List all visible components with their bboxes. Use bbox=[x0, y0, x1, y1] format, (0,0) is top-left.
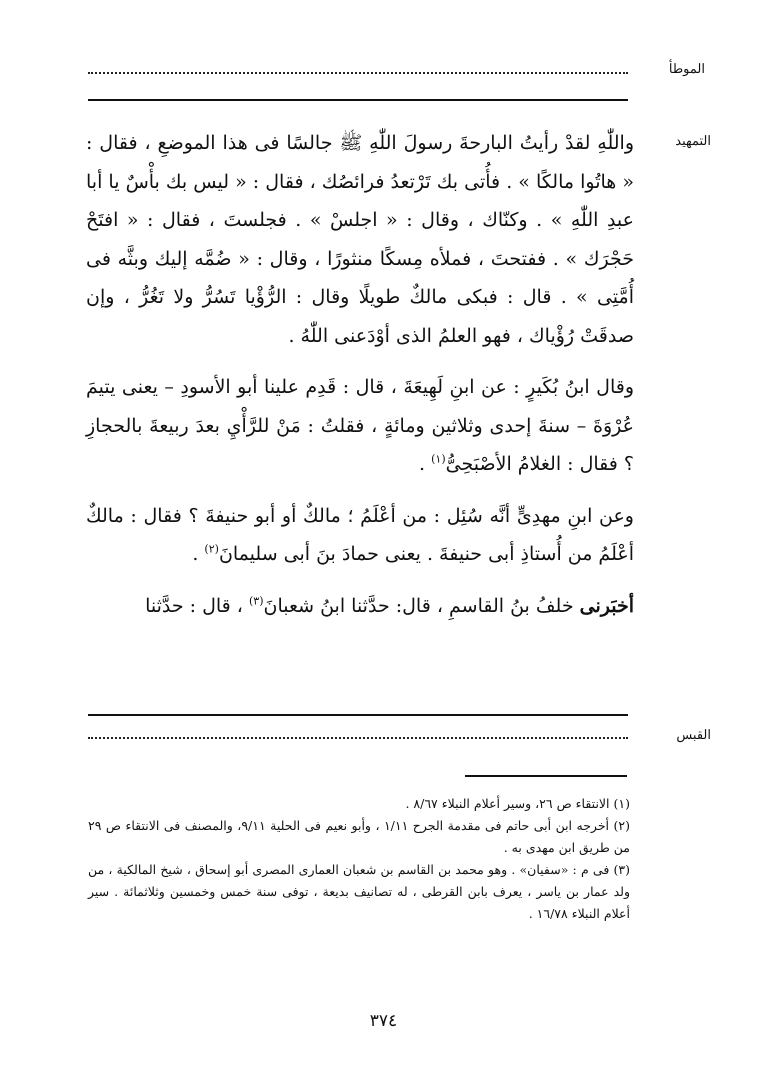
qabas-solid-rule bbox=[88, 714, 628, 716]
footnote-3: (٣) فى م : «سفيان» . وهو محمد بن القاسم بن شعبان العمارى المصرى أبو إسحاق ، شيخ المالكية ، من ولد عمار بن ياسر ، يعرف بابن القرطى ، له تصانيف بديعة ، توفى سنة خمس وخمسين وثلاثمائة . سير أعلام النبلاء ١٦/٧٨ . bbox=[88, 862, 630, 921]
qabas-dotted-rule bbox=[88, 737, 628, 739]
running-title: الموطأ bbox=[668, 62, 705, 77]
section-label-qabas: القبس bbox=[676, 728, 711, 743]
paragraph-4-lead: أخبَرنى bbox=[579, 594, 634, 617]
paragraph-3 bbox=[86, 497, 634, 574]
footnote-ref-2: (٢) bbox=[204, 542, 219, 556]
footnote-2: (٢) أخرجه ابن أبى حاتم فى مقدمة الجرح ١/١١ ، وأبو نعيم فى الحلية ٩/١١، والمصنف فى الانتقاء ص ٢٩ من طريق ابن مهدى به . bbox=[88, 818, 630, 855]
paragraph-3-text: وعن ابنِ مهدِىٍّ أنَّه سُئِل : من أعْلَمُ ؛ مالكٌ أو أبو حنيفةَ ؟ فقال : مالكٌ أعْلَمُ من أُستاذِ أبى حنيفةَ . يعنى حمادَ بنَ أبى سليمانَ bbox=[86, 504, 634, 565]
footnote-separator bbox=[465, 775, 627, 777]
paragraph-4-end: ، قال : حدَّثنا bbox=[145, 594, 249, 617]
page-number: ٣٧٤ bbox=[369, 1011, 398, 1031]
footnote-ref-1: (١) bbox=[431, 452, 446, 466]
header-solid-rule bbox=[88, 99, 628, 101]
paragraph-1: واللّٰهِ لقدْ رأيتُ البارحةَ رسولَ اللّٰهِ ﷺ جالسًا فى هذا الموضعِ ، فقال : « هاتُوا مالكًا » . فأُتى بك تَرْتعدُ فرائصُك ، فقال : « ليس بك بأْسٌ يا أبا عبدِ اللّٰهِ » . وكنّاك ، وقال : « اجلسْ » . فجلستَ ، فقال : « افتَحْ حَجْرَك » . ففتحتَ ، فملأه مِسكًا منثورًا ، وقال : « ضُمَّه إليك وبثَّه فى أُمَّتِى » . قال : فبكى مالكٌ طويلًا وقال : الرُّؤْيا تَسُرُّ ولا تَغُرُّ ، وإن صدقَتْ رُؤْياك ، فهو العلمُ الذى أوْدَعنى اللّٰهُ . bbox=[86, 132, 634, 347]
footnote-1: (١) الانتقاء ص ٢٦، وسير أعلام النبلاء ٨/٦٧ . bbox=[405, 796, 630, 811]
paragraph-4 bbox=[86, 587, 634, 626]
header-dotted-rule bbox=[88, 72, 628, 74]
section-label-tamhid: التمهيد bbox=[675, 134, 711, 149]
paragraph-2 bbox=[86, 368, 634, 484]
paragraph-2-end: . bbox=[419, 453, 432, 475]
footnote-ref-3: (٣) bbox=[248, 594, 264, 608]
main-text bbox=[86, 124, 634, 625]
paragraph-4-text: خلفُ بنُ القاسمِ ، قال: حدَّثنا ابنُ شعبانَ bbox=[263, 594, 580, 617]
paragraph-3-end: . bbox=[192, 543, 205, 565]
paragraph-2-text: وقال ابنُ بُكَيرٍ : عن ابنِ لَهِيعَةَ ، قال : قَدِم علينا أبو الأسودِ – يعنى يتيمَ عُرْوَةَ – سنةَ إحدى وثلاثين ومائةٍ ، فقلتُ : مَنْ للرَّأْيِ بعدَ ربيعةَ بالحجازِ ؟ فقال : الغلامُ الأصْبَحِىُّ bbox=[86, 376, 634, 475]
footnotes bbox=[88, 793, 630, 925]
